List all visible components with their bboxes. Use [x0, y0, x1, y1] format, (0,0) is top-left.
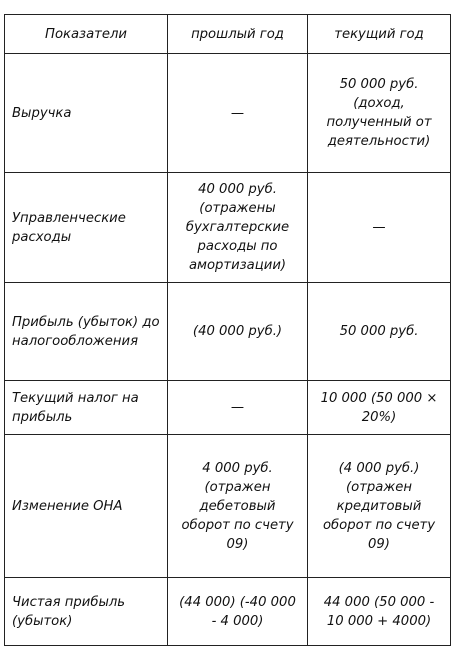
cell-current-year: (4 000 руб.) (отражен кредитовый оборот по счету 09)	[308, 435, 451, 578]
cell-current-year: —	[308, 173, 451, 283]
financial-table	[4, 14, 451, 646]
cell-previous-year: 40 000 руб. (отражены бухгалтерские расходы по амортизации)	[168, 173, 308, 283]
cell-current-year: 44 000 (50 000 - 10 000 + 4000)	[308, 578, 451, 646]
row-label: Чистая прибыль (убыток)	[5, 578, 168, 646]
cell-previous-year: 4 000 руб. (отражен дебетовый оборот по счету 09)	[168, 435, 308, 578]
table-row	[5, 283, 451, 381]
table-row	[5, 54, 451, 173]
table-row	[5, 381, 451, 435]
row-label: Управленческие расходы	[5, 173, 168, 283]
cell-previous-year: —	[168, 54, 308, 173]
row-label: Прибыль (убыток) до налогообложения	[5, 283, 168, 381]
header-indicators: Показатели	[5, 15, 168, 54]
table-row	[5, 435, 451, 578]
header-previous-year: прошлый год	[168, 15, 308, 54]
row-label: Изменение ОНА	[5, 435, 168, 578]
table-row	[5, 173, 451, 283]
header-row	[5, 15, 451, 54]
row-label: Текущий налог на прибыль	[5, 381, 168, 435]
header-current-year: текущий год	[308, 15, 451, 54]
row-label: Выручка	[5, 54, 168, 173]
cell-current-year: 10 000 (50 000 × 20%)	[308, 381, 451, 435]
cell-current-year: 50 000 руб.	[308, 283, 451, 381]
cell-previous-year: (44 000) (-40 000 - 4 000)	[168, 578, 308, 646]
table-row	[5, 578, 451, 646]
cell-previous-year: —	[168, 381, 308, 435]
cell-current-year: 50 000 руб. (доход, полученный от деятельности)	[308, 54, 451, 173]
cell-previous-year: (40 000 руб.)	[168, 283, 308, 381]
